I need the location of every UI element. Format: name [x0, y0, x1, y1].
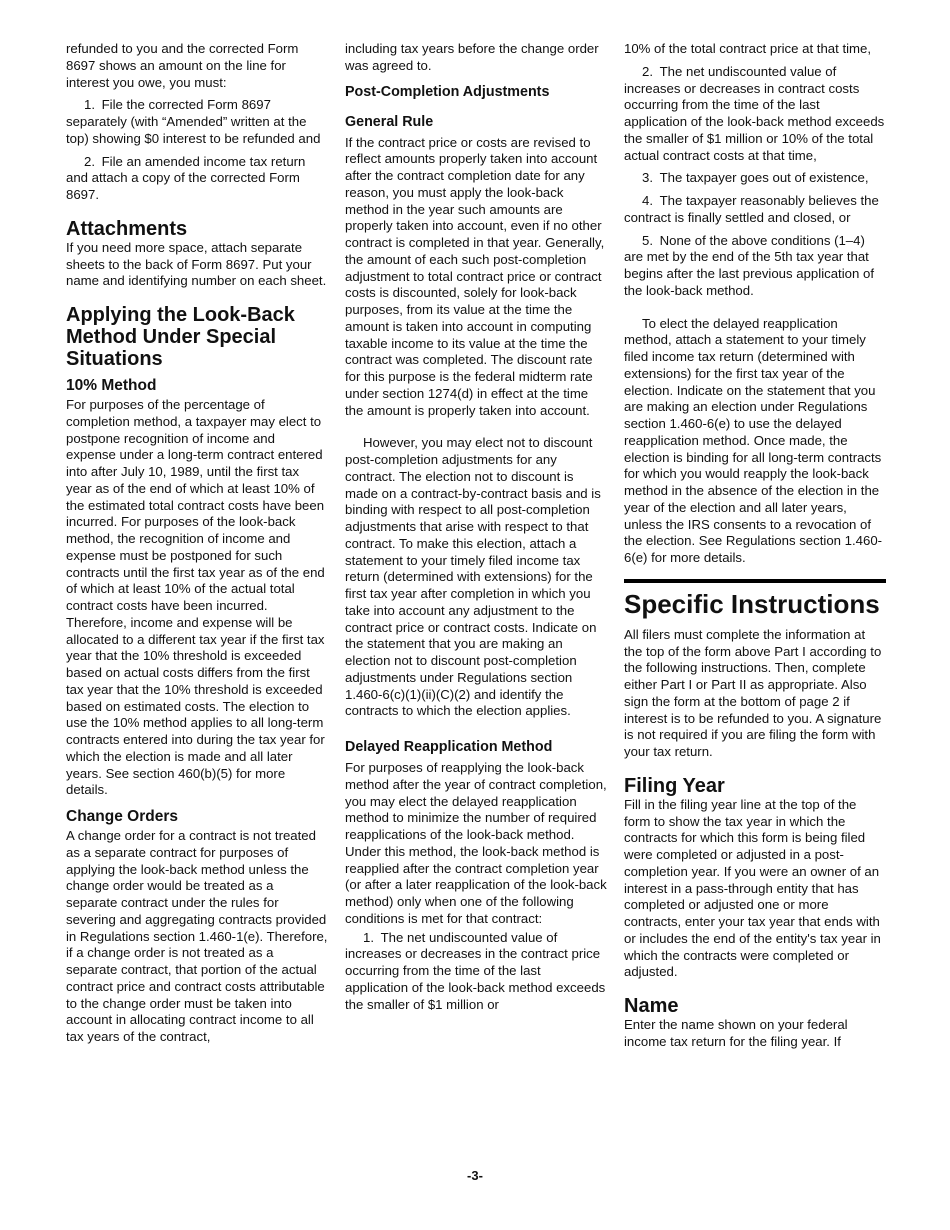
change-orders-paragraph: A change order for a contract is not treated as a separate contract for purposes of applying the look-back method unless the change order would be treated as a separate contract under the rules for severing and aggregating contracts provided in Regulations section 1.460-1(e). Therefore, if a change order is not treated as a separate contract, that portion of the actual contract price and contract costs attributable to the change order must be taken into account in allocating contract income to all tax years of the contract, — [66, 828, 328, 1044]
intro-paragraph: refunded to you and the corrected Form 8697 shows an amount on the line for interest you owe, you must: — [66, 41, 299, 90]
general-rule-heading: General Rule — [345, 113, 434, 130]
continuation-paragraph: including tax years before the change order was agreed to. — [345, 41, 599, 73]
change-orders-heading: Change Orders — [66, 808, 178, 825]
list-item: 5. None of the above conditions (1–4) are met by the end of the 5th tax year that begins after the last previous application of the look-back method. — [624, 232, 874, 298]
filing-year-heading: Filing Year — [624, 774, 725, 797]
attachments-heading: Attachments — [66, 217, 188, 240]
list-item: 2. The net undiscounted value of increases or decreases in contract costs occurring from the time of the last application of the look-back method exceeds the smaller of $1 million or 10% of the total actual contract costs at that time, — [624, 63, 885, 163]
list-item: 1. The net undiscounted value of increases or decreases in the contract price occurring from the time of the last application of the look-back method exceeds the smaller of $1 million or — [345, 929, 606, 1012]
page-number: -3- — [467, 1168, 483, 1183]
list-item: 3. The taxpayer goes out of existence, — [642, 170, 869, 186]
continuation-paragraph: 10% of the total contract price at that time, — [624, 41, 872, 56]
ten-percent-paragraph: For purposes of the percentage of completion method, a taxpayer may elect to postpone recognition of income and expense under a long-term contract entered into after July 10, 1989, until the first tax year as of the end of which at least 10% of the estimated total contract costs have been incurred. For purposes of the look-back method, the recognition of income and expense must be postponed for such contracts until the first tax year as of the end of which at least 10% of the actual total contract costs have been incurred. Therefore, income and expense will be allocated to a different tax year if the first tax year that the 10% threshold is exceeded based on actual costs differs from the first tax year that the 10% threshold is exceeded based on estimated costs. The election to use the 10% method applies to all long-term contracts entered into during the tax year for which the election is made and all later years. See section 460(b)(5) for more details. — [66, 397, 325, 798]
list-item: 2. File an amended income tax return and attach a copy of the corrected Form 8697. — [66, 153, 306, 202]
column-right — [624, 41, 886, 1051]
post-completion-heading: Post-Completion Adjustments — [345, 83, 550, 100]
delayed-reapplication-heading: Delayed Reapplication Method — [345, 739, 553, 755]
name-heading: Name — [624, 995, 679, 1017]
name-paragraph: Enter the name shown on your federal income tax return for the filing year. If — [624, 1017, 848, 1049]
filing-year-paragraph: Fill in the filing year line at the top of the form to show the tax year in which the contracts for which this form is being filed were completed or adjusted in a post-completion year. If you were an owner of an interest in a pass-through entity that has completed or adjusted one or more contracts, enter your tax year that ends with or includes the end of the entity's tax year in which the contracts were completed or adjusted. — [624, 796, 881, 980]
elect-paragraph: To elect the delayed reapplication method, attach a statement to your timely filed income tax return (determined with extensions) for the first tax year of the election. Indicate on the statement that you are making an election under Regulations section 1.460-6(e) to use the delayed reapplication method. Once made, the election is binding for all long-term contracts for which you would reapply the look-back method in the absence of the election in the year of the election and all later years, unless the IRS consents to a revocation of the election. See Regulations section 1.460-6(e) for more details. — [624, 315, 883, 565]
section-divider — [624, 579, 886, 583]
delayed-reapplication-paragraph: For purposes of reapplying the look-back method after the year of contract completion, you may elect the delayed reapplication method to minimize the number of required reapplications of the look-back method. Under this method, the look-back method is reapplied after the contract completion year (or after a later reapplication of the look-back method) only when one of the following conditions is met for that contract: — [345, 760, 607, 926]
column-left — [66, 41, 328, 1046]
list-item: 4. The taxpayer reasonably believes the contract is finally settled and closed, or — [624, 193, 879, 225]
however-paragraph: However, you may elect not to discount post-completion adjustments for any contract. The election not to discount is made on a contract-by-contract basis and is binding with respect to all post-completion adjustments that arise with respect to that contract. To make this election, attach a statement to your timely filed income tax return (determined with extensions) for the first tax year after completion in which you take into account any adjustment to the contract price or contract costs. Indicate on the statement that you are making an election not to discount post-completion adjustments under Regulations section 1.460-6(c)(1)(ii)(C)(2) and identify the contracts to which the election applies. — [345, 435, 601, 719]
column-middle — [345, 41, 607, 1013]
specific-instructions-heading: Specific Instructions — [624, 588, 880, 619]
general-rule-paragraph: If the contract price or costs are revised to reflect amounts properly taken into account after the contract completion date for any reason, you must apply the look-back method in the year such amounts are properly taken into account, even if no other contract is completed in that year. Generally, the amount of each such post-completion adjustment to total contract price or contract costs is discounted, solely for look-back purposes, from its value at the time the amount is taken into account in computing taxable income to its value at the time the contract was completed. The discount rate for this purpose is the federal midterm rate under section 1274(d) in effect at the time the amount is properly taken into account. — [345, 134, 605, 418]
attachments-paragraph: If you need more space, attach separate sheets to the back of Form 8697. Put your name and identifying number on each sheet. — [66, 239, 327, 289]
list-item: 1. File the corrected Form 8697 separately (with “Amended” written at the top) showing $0 interest to be refunded and — [66, 97, 321, 146]
ten-percent-heading: 10% Method — [66, 377, 157, 394]
specific-instructions-paragraph: All filers must complete the information at the top of the form above Part I according to the following instructions. Then, complete either Part I or Part II as appropriate. Also sign the form at the bottom of page 2 if interest is to be refunded to you. A signature is not required if you are filing the form with your tax return. — [624, 626, 882, 759]
applying-heading: Applying the Look-Back Method Under Special Situations — [66, 304, 295, 370]
